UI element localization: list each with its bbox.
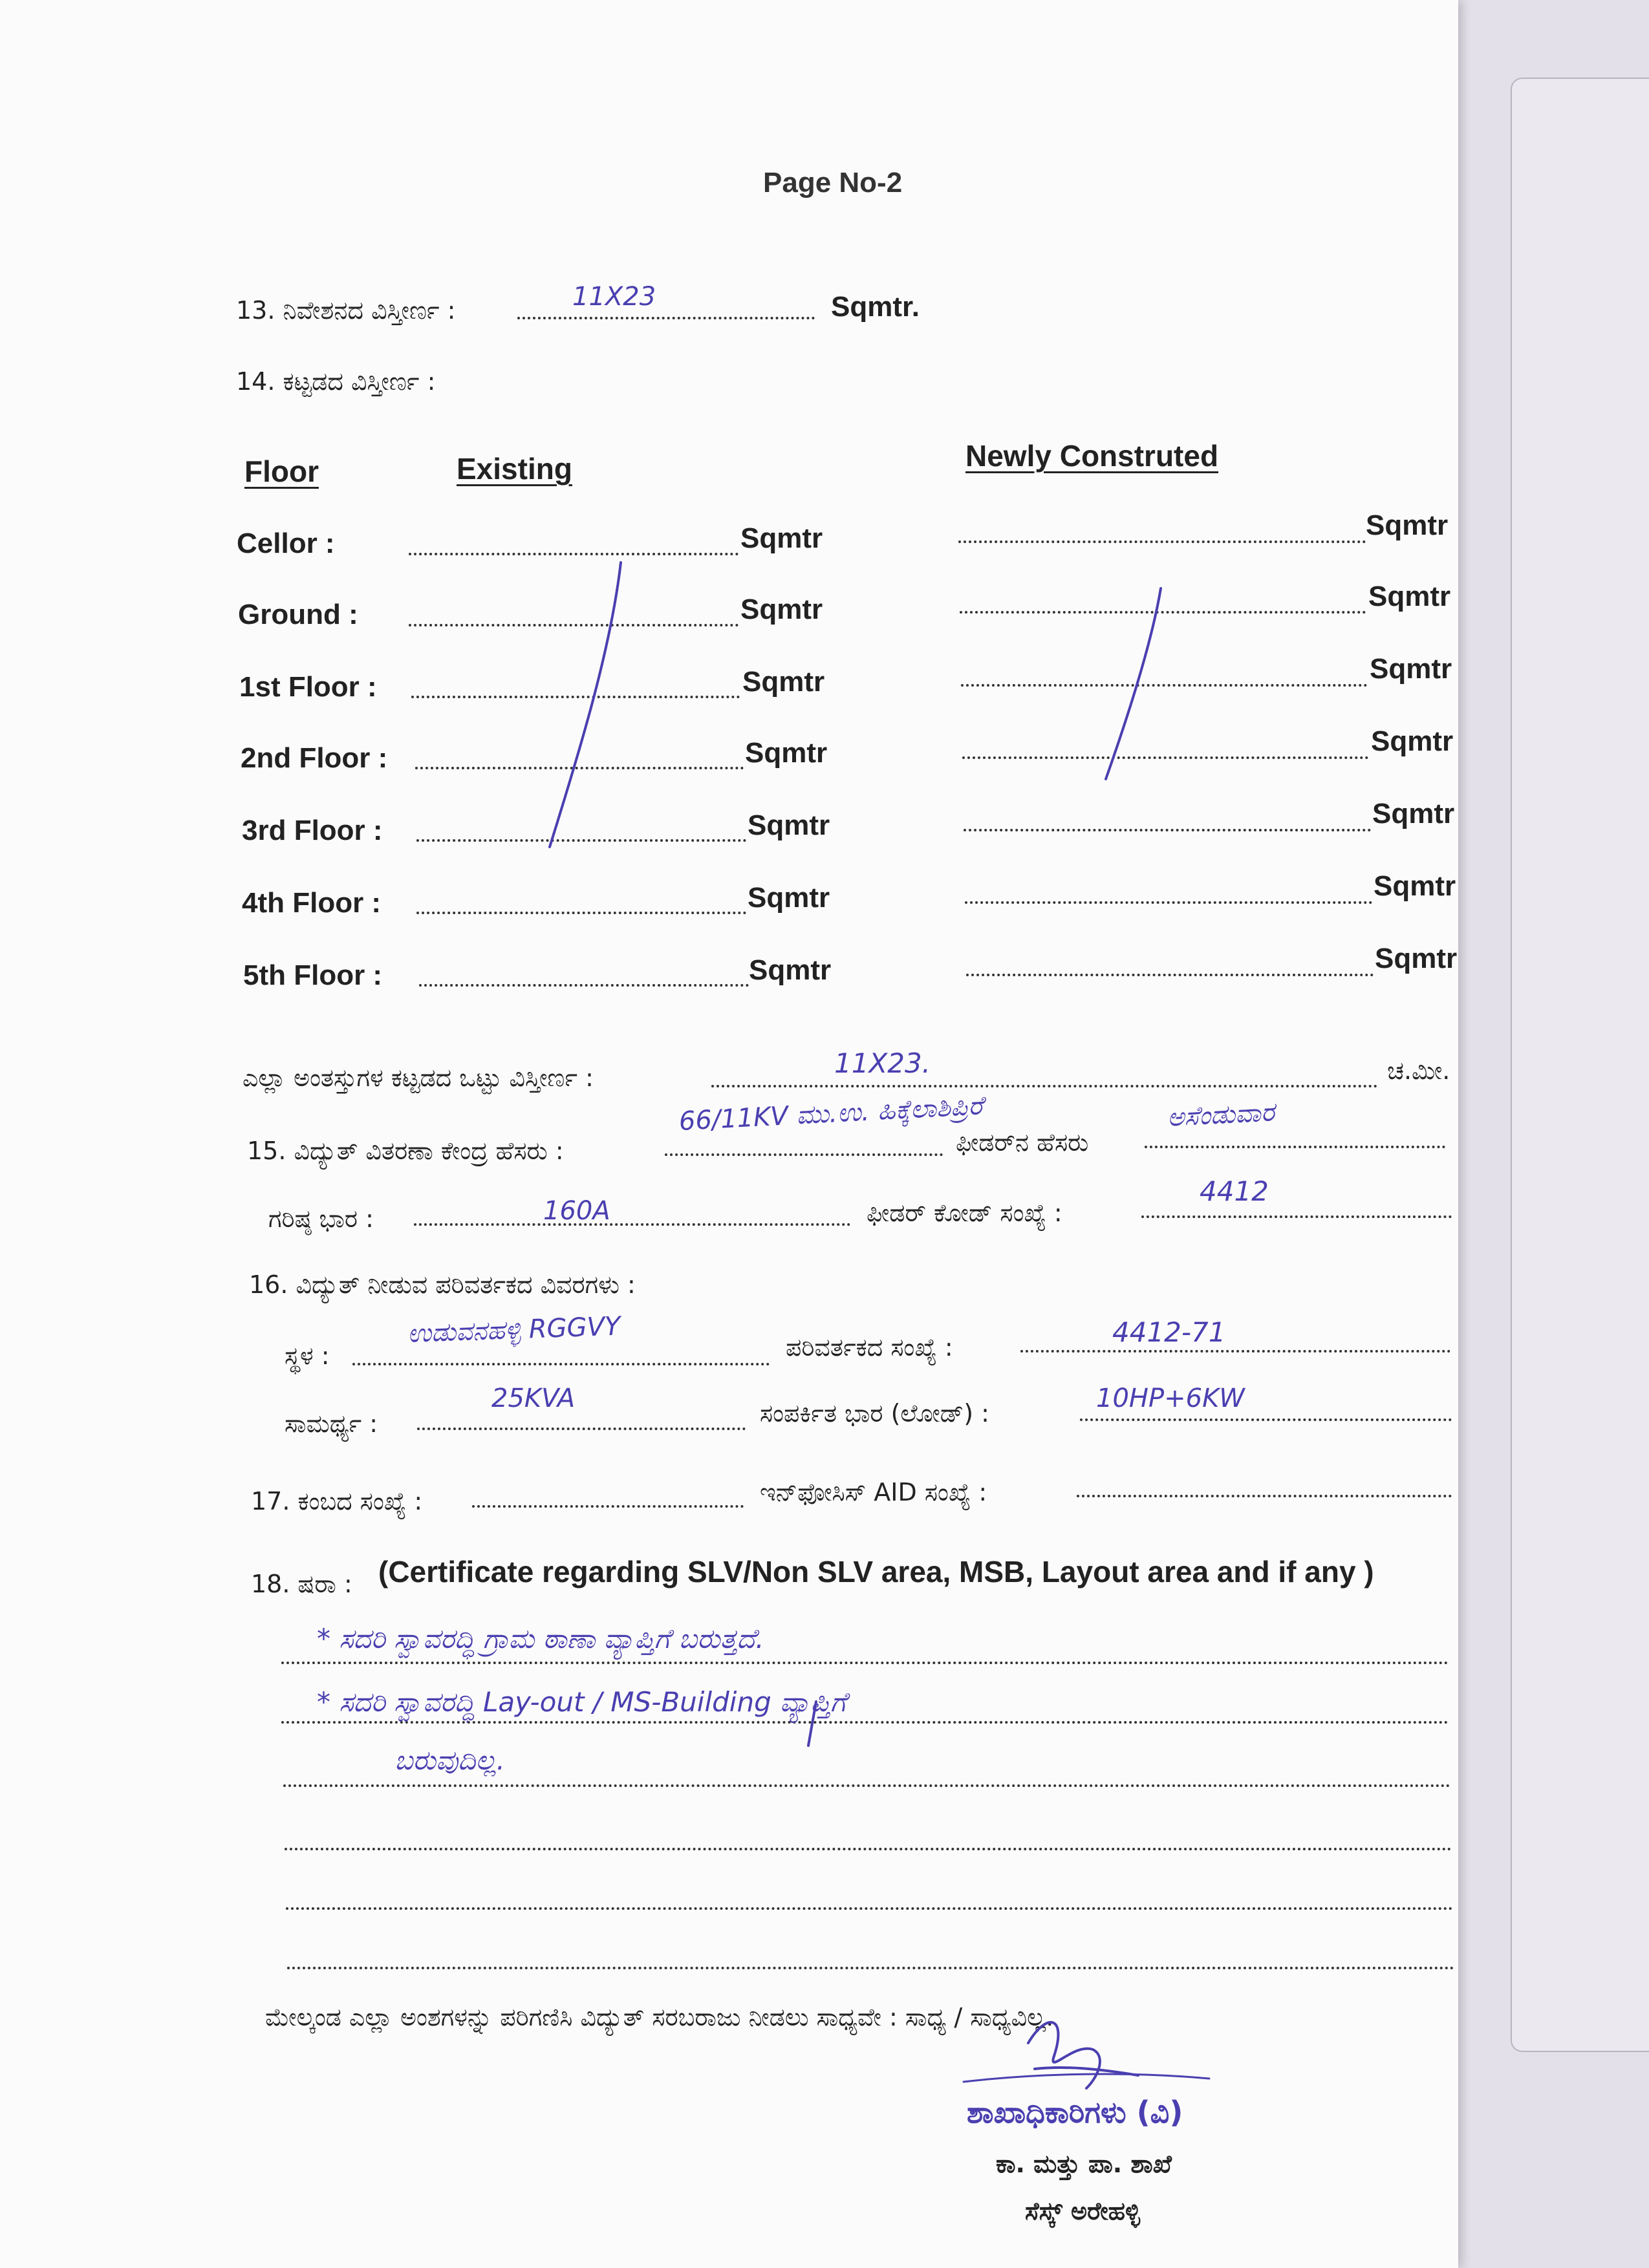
tc-number-label: ಪರಿವರ್ತಕದ ಸಂಖ್ಯೆ : xyxy=(786,1333,953,1362)
new-unit: Sqmtr xyxy=(1375,943,1458,974)
stamp-underline xyxy=(964,2074,1209,2082)
total-area-unit: ಚ.ಮೀ. xyxy=(1387,1056,1450,1085)
place-value: ಉಡುವನಹಳ್ಳಿ RGGVY xyxy=(407,1311,621,1349)
aid-label: ಇನ್‌ಫೋಸಿಸ್ AID ಸಂಖ್ಯೆ : xyxy=(760,1478,987,1506)
newly-constructed-column-header: Newly Construted xyxy=(965,439,1219,473)
conclusion-text: ಮೇಲ್ಕಂಡ ಎಲ್ಲಾ ಅಂಶಗಳನ್ನು ಪರಿಗಣಿಸಿ ವಿದ್ಯುತ್ ಸರಬರಾಜು ನೀಡಲು ಸಾಧ್ಯವೇ : ಸಾಧ್ಯ / ಸಾಧ್ಯವಿಲ್ಲ. xyxy=(265,2003,1054,2031)
item15-feeder-value: ಅಸೆಂಡುವಾರ xyxy=(1166,1097,1276,1133)
new-unit: Sqmtr xyxy=(1370,653,1452,685)
existing-unit: Sqmtr xyxy=(748,809,830,841)
total-area-label: ಎಲ್ಲಾ ಅಂತಸ್ತುಗಳ ಕಟ್ಟಡದ ಒಟ್ಟು ವಿಸ್ತೀರ್ಣ : xyxy=(242,1064,594,1092)
floor-column-header: Floor xyxy=(244,455,319,488)
item13-value: 11X23 xyxy=(572,282,656,312)
max-load-label: ಗರಿಷ್ಠ ಭಾರ : xyxy=(268,1204,374,1233)
item18-label: 18. ಷರಾ : xyxy=(251,1570,352,1598)
existing-unit: Sqmtr xyxy=(749,954,832,986)
underlying-card xyxy=(1511,78,1649,2052)
floor-label: 2nd Floor : xyxy=(241,742,388,774)
new-unit: Sqmtr xyxy=(1371,725,1454,757)
item15-label: 15. ವಿದ್ಯುತ್ ವಿತರಣಾ ಕೇಂದ್ರ ಹೆಸರು : xyxy=(247,1137,564,1165)
floor-label: 4th Floor : xyxy=(242,887,382,919)
floor-label: 3rd Floor : xyxy=(242,815,383,846)
existing-column-header: Existing xyxy=(457,452,572,486)
floor-label: 1st Floor : xyxy=(239,671,377,703)
item17-label: 17. ಕಂಬದ ಸಂಖ್ಯೆ : xyxy=(251,1487,423,1515)
new-unit: Sqmtr xyxy=(1374,870,1456,902)
branch-officer-stamp: ಶಾಖಾಧಿಕಾರಿಗಳು (ವಿ) xyxy=(967,2095,1183,2130)
new-strike-line xyxy=(1106,588,1161,779)
item15-station-value: 66/11KV ಮು.ಉ. ಹಿಕ್ಕೆಲಾಶಿಪ್ರಿರೆ xyxy=(678,1091,984,1137)
existing-unit: Sqmtr xyxy=(742,666,825,698)
connected-load-value: 10HP+6KW xyxy=(1096,1384,1245,1413)
item14-label: 14. ಕಟ್ಟಡದ ವಿಸ್ತೀರ್ಣ : xyxy=(236,367,436,396)
item15-feeder-label: ಫೀಡರ್‌ನ ಹೆಸರು xyxy=(956,1128,1089,1157)
floor-label: 5th Floor : xyxy=(243,959,383,991)
capacity-value: 25KVA xyxy=(491,1384,576,1413)
item18-heading: (Certificate regarding SLV/Non SLV area, MSB, Layout area and if any ) xyxy=(378,1555,1374,1589)
item13-unit: Sqmtr. xyxy=(831,291,920,323)
tc-number-value: 4412-71 xyxy=(1112,1316,1226,1348)
feeder-code-label: ಫೀಡರ್ ಕೋಡ್ ಸಂಖ್ಯೆ : xyxy=(867,1199,1062,1227)
capacity-label: ಸಾಮರ್ಥ್ಯ : xyxy=(285,1409,378,1438)
floor-label: Cellor : xyxy=(237,528,335,559)
new-unit: Sqmtr xyxy=(1368,581,1451,612)
page-number: Page No-2 xyxy=(763,167,903,198)
signature-line-3: ಸೆಸ್ಕ್ ಅರೇಹಳ್ಳಿ xyxy=(1025,2197,1141,2225)
signature-line-2: ಕಾ. ಮತ್ತು ಪಾ. ಶಾಖೆ xyxy=(996,2150,1172,2178)
remarks-slash xyxy=(808,1702,816,1746)
remarks-handwritten-line-2: * ಸದರಿ ಸ್ವಾವರದ್ಧಿ Lay-out / MS-Building ವ್ಯಾಪ್ತಿಗೆ xyxy=(317,1686,846,1718)
new-unit: Sqmtr xyxy=(1366,509,1449,541)
existing-unit: Sqmtr xyxy=(748,882,830,914)
item16-label: 16. ವಿದ್ಯುತ್ ನೀಡುವ ಪರಿವರ್ತಕದ ವಿವರಗಳು : xyxy=(249,1270,636,1299)
max-load-value: 160A xyxy=(543,1196,610,1226)
existing-unit: Sqmtr xyxy=(740,594,823,625)
place-label: ಸ್ಥಳ : xyxy=(285,1342,330,1370)
existing-unit: Sqmtr xyxy=(740,522,823,554)
feeder-code-value: 4412 xyxy=(1200,1175,1269,1207)
existing-unit: Sqmtr xyxy=(745,737,828,769)
remarks-handwritten-line-1: * ಸದರಿ ಸ್ವಾವರದ್ಧಿ ಗ್ರಾಮ ಠಾಣಾ ವ್ಯಾಪ್ತಿಗೆ ಬರುತ್ತದೆ. xyxy=(317,1623,764,1654)
item13-label: 13. ನಿವೇಶನದ ವಿಸ್ತೀರ್ಣ : xyxy=(236,296,456,325)
signature-scribble xyxy=(1028,2022,1138,2088)
existing-strike-line xyxy=(550,562,621,847)
floor-label: Ground : xyxy=(238,599,358,630)
total-area-value: 11X23. xyxy=(834,1047,931,1079)
connected-load-label: ಸಂಪರ್ಕಿತ ಭಾರ (ಲೋಡ್) : xyxy=(760,1399,989,1428)
new-unit: Sqmtr xyxy=(1372,798,1455,829)
remarks-handwritten-line-3: ಬರುವುದಿಲ್ಲ. xyxy=(394,1744,505,1776)
